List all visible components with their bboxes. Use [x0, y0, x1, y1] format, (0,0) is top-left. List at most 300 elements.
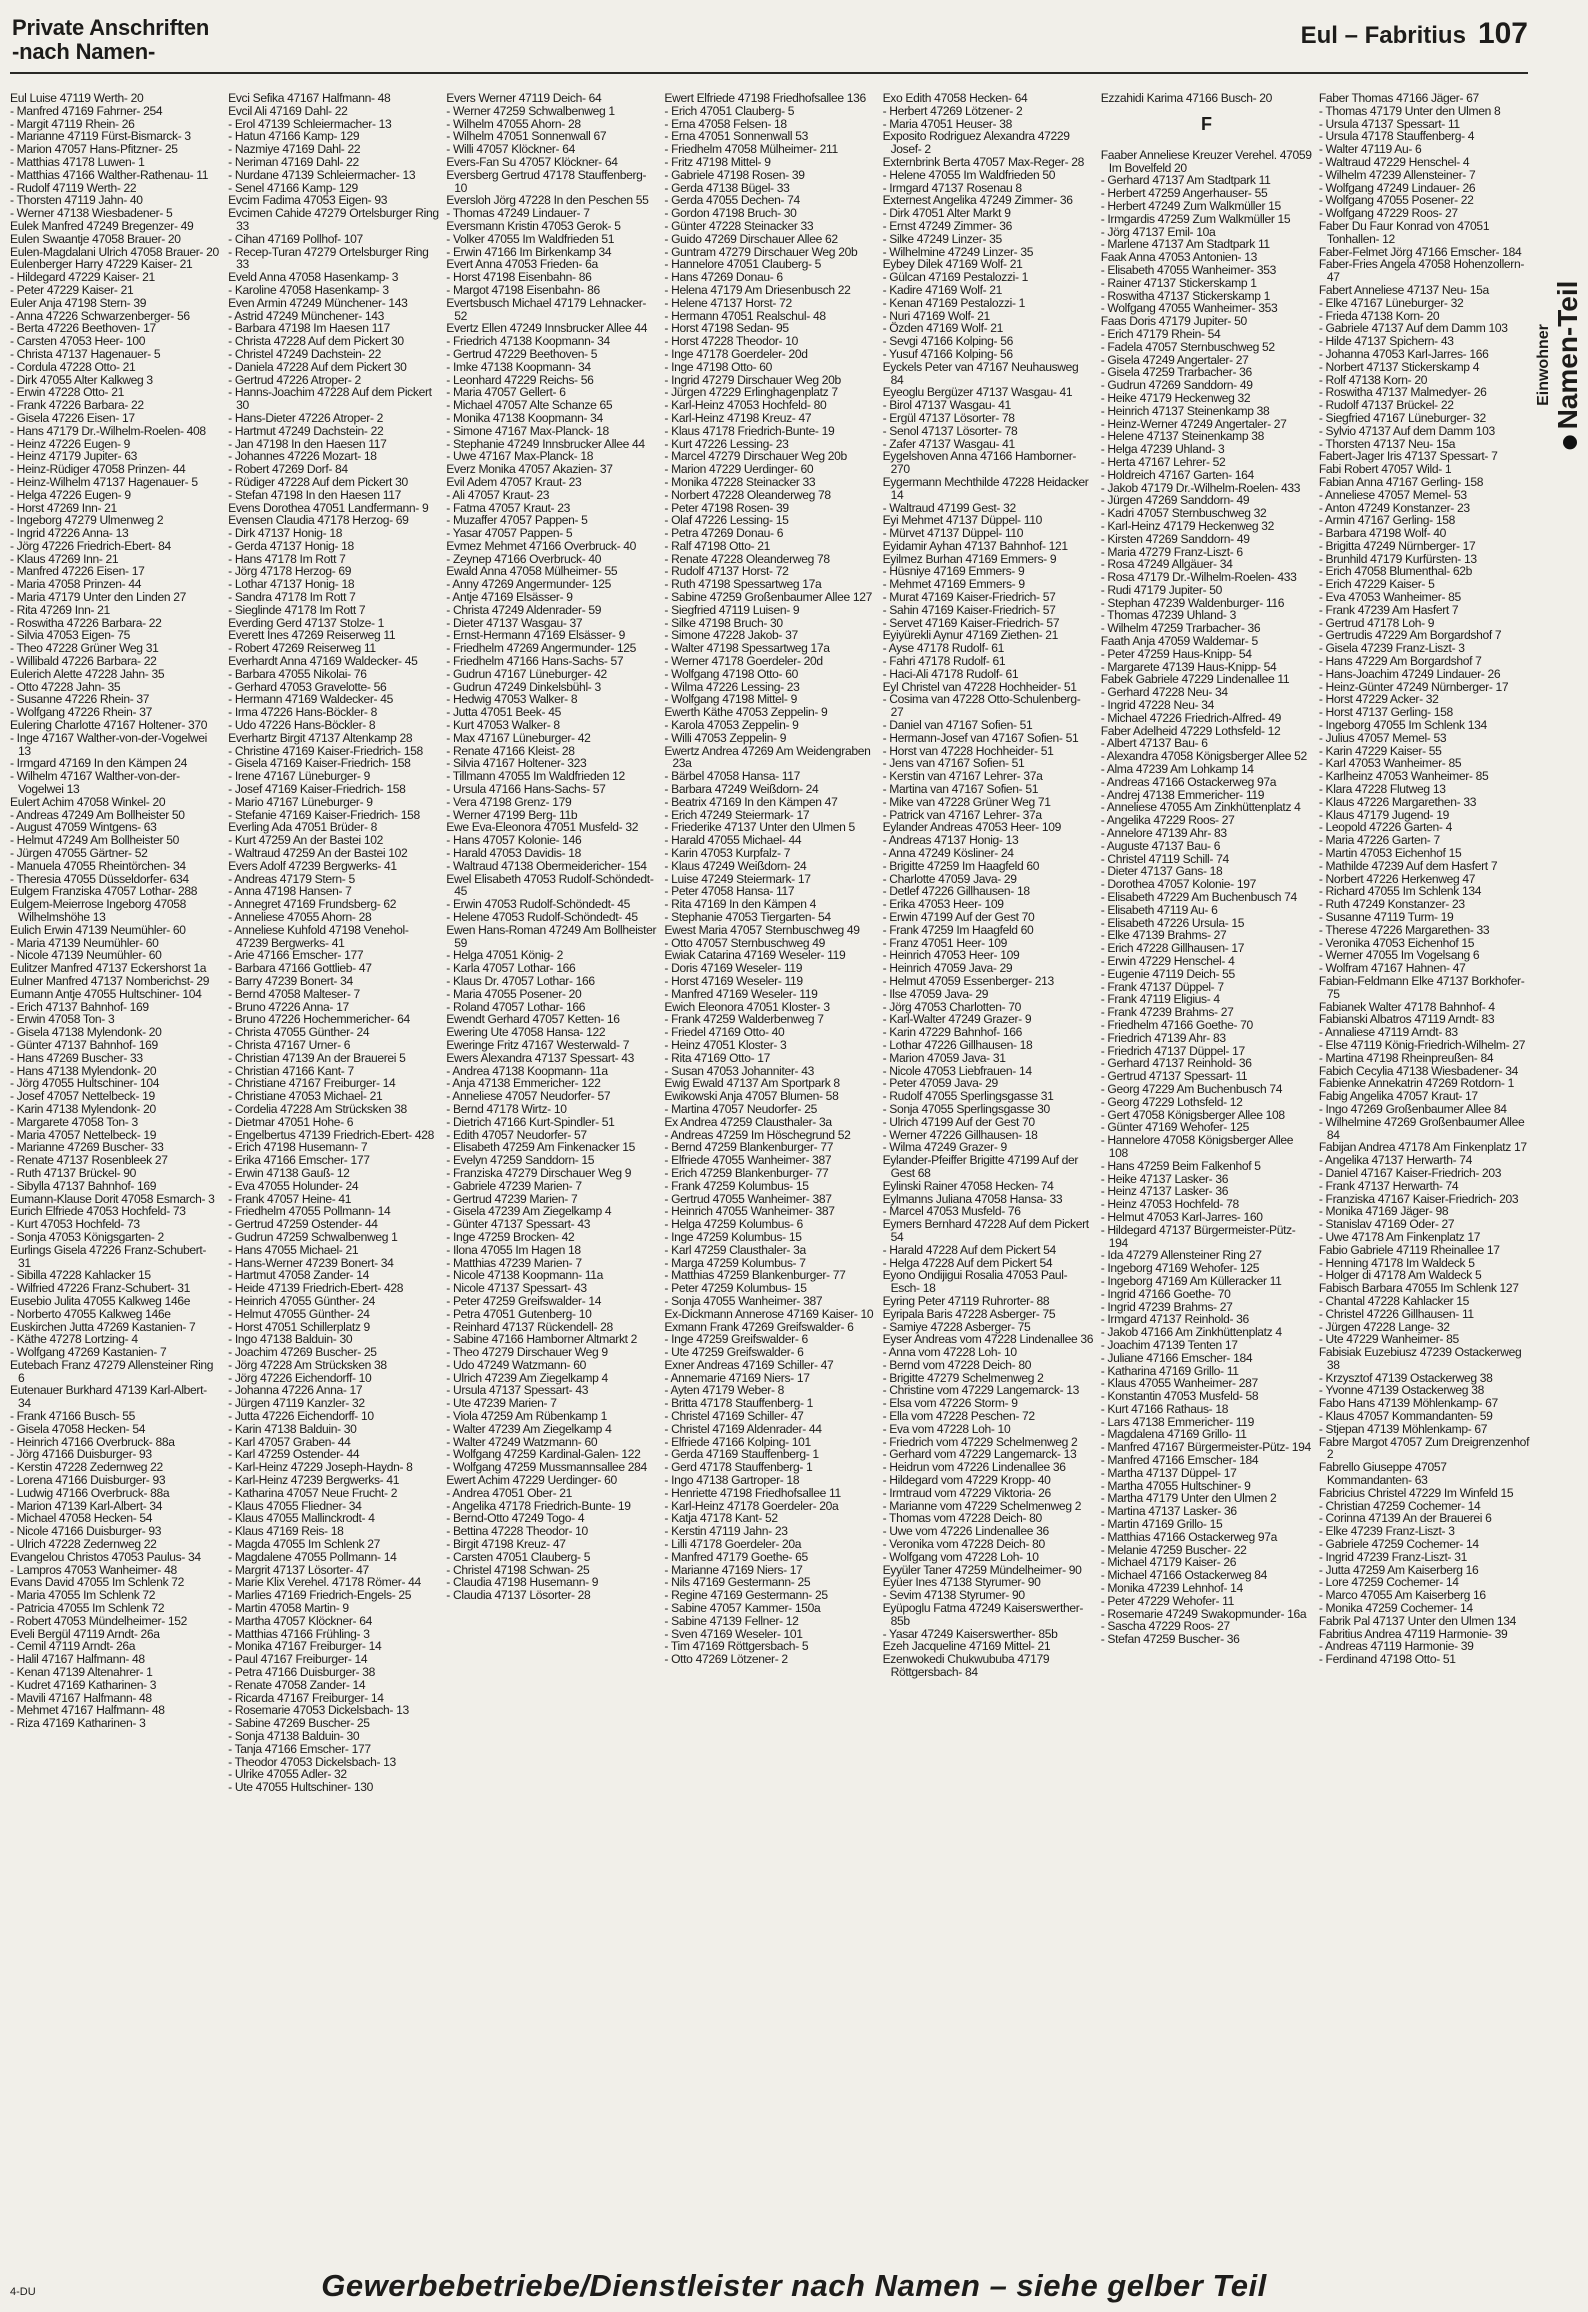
directory-entry: - Antje 47169 Elsässer- 9 [446, 590, 573, 605]
directory-entry: - Friederike 47137 Unter den Ulmen 5 [664, 820, 855, 835]
directory-entry: - Jürgen 47055 Gärtner- 52 [10, 846, 148, 861]
directory-entry: - Erwin 47199 Auf der Gest 70 [882, 910, 1035, 924]
directory-entry: - Michael 47226 Friedrich-Alfred- 49 [1100, 710, 1282, 725]
directory-entry: - Bernd 47058 Malteser- 7 [228, 986, 360, 1001]
directory-entry: - Peter 47259 Haus-Knipp- 54 [1100, 646, 1252, 661]
directory-entry: - Erwin 47166 Im Birkenkamp 34 [446, 244, 612, 259]
directory-entry: - Friedrich 47137 Düppel- 17 [1100, 1043, 1245, 1058]
directory-entry: - Maria 47057 Gellert- 6 [446, 385, 566, 400]
directory-entry: - Rüdiger 47228 Auf dem Pickert 30 [228, 474, 408, 489]
directory-entry: - Lothar 47137 Honig- 18 [228, 577, 355, 592]
directory-entry: - Gertrud 47229 Beethoven- 5 [446, 346, 598, 361]
directory-entry: - Charlotte 47059 Java- 29 [882, 871, 1017, 886]
directory-entry: Eymers Bernhard 47228 Auf dem Pickert 54 [882, 1217, 1089, 1244]
directory-entry: - Nurdane 47139 Schleiermacher- 13 [228, 167, 416, 182]
directory-entry: - Hans 47269 Donau- 6 [664, 270, 783, 285]
directory-entry: - Leopold 47226 Garten- 4 [1318, 820, 1452, 835]
directory-entry: - Gerda 47055 Dechen- 74 [664, 193, 800, 208]
directory-entry: Eversloh Jörg 47228 In den Peschen 55 [446, 193, 649, 208]
directory-entry: - Ulrich 47228 Zedernweg 22 [10, 1537, 157, 1552]
directory-entry: Eylmanns Juliana 47058 Hansa- 33 [882, 1191, 1063, 1206]
directory-entry: - Marion 47229 Uerdinger- 60 [664, 462, 814, 477]
directory-entry: - Rita 47269 Inn- 21 [10, 602, 110, 617]
directory-entry: - Lampros 47053 Wanheimer- 48 [10, 1562, 177, 1577]
directory-entry: - Thomas vom 47228 Deich- 80 [882, 1511, 1042, 1526]
directory-entry: - Frank 47226 Barbara- 22 [10, 398, 144, 413]
directory-entry: - Renate 47058 Zander- 14 [228, 1677, 366, 1692]
directory-entry: - Stephanie 47249 Innsbrucker Allee 44 [446, 436, 645, 451]
directory-entry: - Erwin 47138 Gauß- 12 [228, 1165, 350, 1180]
directory-entry: - Robert 47053 Mündelheimer- 152 [10, 1613, 188, 1628]
directory-entry: Everhardt Anna 47169 Waldecker- 45 [228, 654, 418, 669]
directory-entry: - Uwe vom 47226 Lindenallee 36 [882, 1524, 1049, 1539]
directory-entry: Evcil Ali 47169 Dahl- 22 [228, 103, 348, 118]
directory-entry: Fabert-Jager Iris 47137 Spessart- 7 [1318, 449, 1498, 464]
directory-entry: - Klaus 47269 Inn- 21 [10, 551, 119, 566]
directory-entry: - Ulrich 47239 Am Ziegelkamp 4 [446, 1370, 608, 1385]
directory-entry: - Cosima van 47228 Otto-Schulenberg- 27 [882, 692, 1081, 720]
directory-entry: Fabianek Walter 47178 Bahnhof- 4 [1318, 999, 1495, 1014]
directory-entry: - Werner 47138 Wiesbadener- 5 [10, 206, 173, 221]
directory-entry: - Yasar 47057 Pappen- 5 [446, 526, 573, 541]
directory-entry: - Klara 47228 Flutweg 13 [1318, 782, 1446, 797]
directory-entry: - Walter 47249 Watzmann- 60 [446, 1434, 598, 1449]
directory-entry: - Ayse 47178 Rudolf- 61 [882, 641, 1005, 656]
directory-entry: - Heinz 47053 Hochfeld- 78 [1100, 1197, 1239, 1212]
directory-entry: Fabianski Albatros 47119 Arndt- 83 [1318, 1012, 1495, 1027]
directory-entry: - Mathilde 47239 Auf dem Hasfert 7 [1318, 858, 1498, 873]
directory-entry: Evmez Mehmet 47166 Overbruck- 40 [446, 538, 637, 553]
directory-entry: Evci Sefika 47167 Halfmann- 48 [228, 92, 391, 105]
directory-entry: Faber Du Faur Konrad von 47051 Tonhallen- 12 [1318, 218, 1490, 246]
directory-entry: - Willibald 47226 Barbara- 22 [10, 654, 157, 669]
directory-entry: - Cihan 47169 Pollhof- 107 [228, 231, 363, 246]
directory-entry: - Therese 47226 Margarethen- 33 [1318, 922, 1490, 937]
directory-entry: - Christiane 47167 Freiburger- 14 [228, 1076, 396, 1091]
directory-entry: - Krzysztof 47139 Ostackerweg 38 [1318, 1370, 1493, 1385]
directory-entry: - Anja 47138 Emmericher- 122 [446, 1076, 601, 1091]
directory-entry: - Sabine 47139 Fellner- 12 [664, 1613, 799, 1628]
section-letter: F [1200, 113, 1212, 134]
directory-entry: - Franziska 47167 Kaiser-Friedrich- 203 [1318, 1191, 1519, 1206]
directory-entry: - Siegfried 47167 Lüneburger- 32 [1318, 410, 1486, 425]
directory-entry: - Evelyn 47259 Sanddorn- 15 [446, 1153, 595, 1168]
directory-entry: Externbrink Berta 47057 Max-Reger- 28 [882, 154, 1085, 169]
directory-entry: - Horst 47051 Schillerplatz 9 [228, 1319, 370, 1334]
directory-entry: - Werner 47226 Gillhausen- 18 [882, 1127, 1038, 1142]
directory-entry: - Gertrud 47178 Loh- 9 [1318, 615, 1435, 630]
directory-entry: - Martha 47179 Unter den Ulmen 2 [1100, 1491, 1277, 1506]
directory-entry: - Ingrid 47239 Franz-Liszt- 31 [1318, 1549, 1467, 1564]
directory-entry: - Jürgen 47119 Kanzler- 32 [228, 1396, 365, 1411]
directory-entry: - Daniela 47228 Auf dem Pickert 30 [228, 359, 407, 374]
directory-entry: - August 47059 Wintgens- 63 [10, 820, 157, 835]
directory-entry: - Regine 47169 Gestermann- 25 [664, 1588, 828, 1603]
directory-entry: - Margrit 47137 Lösorter- 47 [228, 1562, 369, 1577]
directory-entry: - Heike 47137 Lasker- 36 [1100, 1171, 1229, 1186]
directory-entry: - Brigitta 47249 Nürnberger- 17 [1318, 538, 1476, 553]
directory-entry: - Petra 47269 Donau- 6 [664, 526, 784, 541]
directory-entry: - Marcel 47279 Dirschauer Weg 20b [664, 449, 847, 464]
directory-entry: - Peter 47058 Hansa- 117 [664, 884, 795, 899]
directory-entry: - Marlene 47137 Am Stadtpark 11 [1100, 237, 1270, 252]
directory-entry: Eulen-Magdalani Ulrich 47058 Brauer- 20 [10, 244, 219, 259]
directory-entry: - Sahin 47169 Kaiser-Friedrich- 57 [882, 602, 1056, 617]
directory-entry: - Corinna 47139 An der Brauerei 6 [1318, 1511, 1492, 1526]
directory-entry: - Manfred 47169 Fahrner- 254 [10, 103, 163, 118]
directory-entry: - Alexandra 47058 Königsberger Allee 52 [1100, 749, 1307, 764]
directory-entry: - Harald 47228 Auf dem Pickert 54 [882, 1242, 1056, 1257]
directory-entry: - Friedhelm 47166 Goethe- 70 [1100, 1017, 1253, 1032]
directory-entry: Eyi Mehmet 47137 Düppel- 110 [882, 513, 1042, 528]
directory-entry: Eweringe Fritz 47167 Westerwald- 7 [446, 1037, 630, 1052]
directory-entry: - Waltraud 47229 Henschel- 4 [1318, 154, 1470, 169]
directory-entry: - Helga 47051 König- 2 [446, 948, 563, 963]
directory-entry: - Heinz 47051 Kloster- 3 [664, 1037, 787, 1052]
directory-entry: - Wolfgang 47249 Lindauer- 26 [1318, 180, 1476, 195]
directory-entry: - Ferdinand 47198 Otto- 51 [1318, 1652, 1456, 1667]
directory-entry: - Beatrix 47169 In den Kämpen 47 [664, 794, 838, 809]
directory-entry: - Wilhelm 47167 Walther-von-der-Vogelwei 13 [10, 769, 180, 797]
directory-entry: Ezeh Jacqueline 47169 Mittel- 21 [882, 1639, 1051, 1654]
directory-entry: Faber Thomas 47166 Jäger- 67 [1318, 92, 1479, 105]
directory-entry: - Roswitha 47137 Stickerskamp 1 [1100, 288, 1270, 303]
directory-entry: - Matthias 47166 Walther-Rathenau- 11 [10, 167, 209, 182]
directory-entry: - Wilhelm 47051 Sonnenwall 67 [446, 129, 607, 144]
directory-entry: - Frank 47259 Im Haagfeld 60 [882, 922, 1034, 937]
directory-entry: - Hildegard vom 47229 Kropp- 40 [882, 1473, 1051, 1488]
directory-entry: - Roswitha 47226 Barbara- 22 [10, 615, 162, 630]
directory-entry: Fabich Cecylia 47138 Wiesbadener- 34 [1318, 1063, 1519, 1078]
directory-entry: - Gisela 47239 Am Ziegelkamp 4 [446, 1204, 612, 1219]
directory-entry: - Siegfried 47119 Luisen- 9 [664, 602, 800, 617]
directory-entry: Eumann-Klause Dorit 47058 Esmarch- 3 [10, 1191, 215, 1206]
directory-entry: - Paul 47167 Freiburger- 14 [228, 1652, 368, 1667]
directory-entry: - Inge 47259 Brocken- 42 [446, 1229, 575, 1244]
directory-entry: - Heinz 47179 Jupiter- 63 [10, 449, 138, 464]
directory-entry: - Theresia 47055 Düsseldorfer- 634 [10, 871, 189, 886]
directory-entry: - Wilfried 47226 Franz-Schubert- 31 [10, 1281, 190, 1296]
directory-entry: - Matthias 47178 Luwen- 1 [10, 154, 145, 169]
directory-entry: - Ali 47057 Kraut- 23 [446, 487, 550, 502]
directory-entry: - Hermann 47169 Waldecker- 45 [228, 692, 393, 707]
directory-entry: - Ilse 47059 Java- 29 [882, 986, 989, 1001]
directory-entry: Eybey Dilek 47169 Wolf- 21 [882, 257, 1023, 272]
directory-entry: - Friedrich 47138 Koopmann- 34 [446, 334, 610, 349]
directory-entry: Evers Adolf 47239 Bergwerks- 41 [228, 858, 397, 873]
directory-entry: - Lothar 47226 Gillhausen- 18 [882, 1037, 1033, 1052]
directory-entry: - Sabine 47259 Großenbaumer Allee 127 [664, 590, 872, 605]
directory-entry: - Erwin 47228 Otto- 21 [10, 385, 124, 400]
directory-entry: - Frank 47239 Am Hasfert 7 [1318, 602, 1459, 617]
directory-entry: - Gerhard vom 47229 Langemarck- 13 [882, 1447, 1077, 1462]
directory-entry: Eyyüler Taner 47259 Mündelheimer- 90 [882, 1562, 1082, 1577]
directory-entry: - Martha 47057 Klöckner- 64 [228, 1613, 372, 1628]
directory-entry: - Senol 47137 Lösorter- 78 [882, 423, 1018, 438]
directory-entry: Ezenwokedi Chukwububa 47179 Röttgersbach- 84 [882, 1652, 1050, 1680]
directory-entry: - Ergül 47137 Lösorter- 78 [882, 410, 1015, 425]
directory-entry: - Mehmet 47169 Emmers- 9 [882, 577, 1025, 592]
directory-entry: Fabian-Feldmann Elke 47137 Borkhofer- 75 [1318, 973, 1525, 1001]
directory-entry: - Jens van 47167 Sofien- 51 [882, 756, 1025, 771]
directory-entry: - Maria 47179 Unter den Linden 27 [10, 590, 187, 605]
directory-entry: - Monika 47259 Cochemer- 14 [1318, 1601, 1473, 1616]
directory-entry: - Peter 47259 Greifswalder- 14 [446, 1293, 602, 1308]
directory-entry: - Arie 47166 Emscher- 177 [228, 948, 364, 963]
directory-entry: - Georg 47229 Lothsfeld- 12 [1100, 1094, 1243, 1109]
directory-entry: - Frank 47166 Busch- 55 [10, 1409, 136, 1424]
directory-entry: - Friedrich 47139 Ahr- 83 [1100, 1030, 1226, 1045]
directory-entry: - Sabine 47166 Hamborner Altmarkt 2 [446, 1332, 638, 1347]
directory-entry: - Ella vom 47228 Peschen- 72 [882, 1409, 1035, 1424]
directory-entry: - Gisela 47249 Angertaler- 27 [1100, 352, 1249, 367]
directory-entry: - Frank 47057 Heine- 41 [228, 1191, 352, 1206]
directory-entry: - Neriman 47169 Dahl- 22 [228, 154, 359, 169]
directory-entry: - Ernst 47249 Zimmer- 36 [882, 218, 1012, 233]
directory-entry: - Manfred 47226 Eisen- 17 [10, 564, 145, 579]
directory-entry: - Ursula 47137 Spessart- 43 [446, 1383, 589, 1398]
directory-entry: - Sonja 47055 Wanheimer- 387 [664, 1293, 823, 1308]
directory-entry: - Susanne 47119 Turm- 19 [1318, 910, 1454, 924]
directory-entry: Eulering Charlotte 47167 Holtener- 370 [10, 718, 208, 733]
directory-entry: - Annegret 47169 Frundsberg- 62 [228, 897, 397, 912]
directory-entry: - Horst 47137 Gerling- 158 [1318, 705, 1453, 720]
directory-entry: - Margot 47198 Eisenbahn- 86 [446, 282, 600, 297]
directory-entry: - Rudolf 47055 Sperlingsgasse 31 [882, 1089, 1054, 1104]
directory-entry: Faber Adelheid 47229 Lothsfeld- 12 [1100, 723, 1281, 738]
directory-entry: Ex-Dickmann Annerose 47169 Kaiser- 10 [664, 1306, 874, 1321]
directory-entry: - Christa 47249 Aldenrader- 59 [446, 602, 602, 617]
directory-entry: - Thomas 47239 Uhland- 3 [1100, 608, 1236, 623]
header-title-line2: -nach Namen- [12, 39, 156, 64]
directory-entry: Fabi Robert 47057 Wild- 1 [1318, 462, 1452, 477]
directory-entry: Eveli Bergül 47119 Arndt- 26a [10, 1626, 160, 1641]
directory-entry: - Marianne 47269 Buscher- 33 [10, 1140, 164, 1155]
directory-entry: - Andreas 47166 Ostackerweg 97a [1100, 774, 1277, 789]
directory-entry: - Erich 47198 Husemann- 7 [228, 1140, 368, 1155]
directory-entry: - Otto 47269 Lötzener- 2 [664, 1652, 788, 1667]
directory-entry: - Jan 47198 In den Haesen 117 [228, 436, 387, 451]
directory-entry: - Bettina 47228 Theodor- 10 [446, 1524, 588, 1539]
page-number: 107 [1477, 17, 1528, 50]
directory-entry: Eulerich Alette 47228 Jahn- 35 [10, 666, 165, 681]
directory-entry: Everz Monika 47057 Akazien- 37 [446, 462, 613, 477]
directory-entry: - Heinz-Werner 47249 Angertaler- 27 [1100, 416, 1287, 431]
directory-entry: - Mike van 47228 Grüner Weg 71 [882, 794, 1051, 809]
directory-entry: - Hans 47178 Im Rott 7 [228, 551, 346, 566]
directory-entry: - Udo 47226 Hans-Böckler- 8 [228, 718, 376, 733]
directory-entry: - Karl-Heinz 47239 Bergwerks- 41 [228, 1473, 400, 1488]
directory-entry: - Bärbel 47058 Hansa- 117 [664, 769, 800, 784]
directory-entry: - Özden 47169 Wolf- 21 [882, 321, 1004, 336]
directory-entry: - Christel 47169 Schiller- 47 [664, 1409, 804, 1424]
directory-entry: - Wilhelm 47055 Ahorn- 28 [446, 116, 581, 131]
directory-entry: Ewest Maria 47057 Sternbuschweg 49 [664, 922, 860, 937]
directory-entry: - Ute 47239 Marien- 7 [446, 1396, 557, 1411]
directory-entry: Evangelou Christos 47053 Paulus- 34 [10, 1549, 201, 1564]
directory-entry: - Michael 47057 Alte Schanze 65 [446, 398, 613, 413]
directory-entry: - Frank 47137 Herwarth- 74 [1318, 1178, 1459, 1193]
directory-entry: - Ilona 47055 Im Hagen 18 [446, 1242, 581, 1257]
directory-entry: - Ursula 47166 Hans-Sachs- 57 [446, 782, 606, 797]
directory-entry: - Martina van 47167 Sofien- 51 [882, 782, 1039, 797]
directory-entry: - Gertrud 47226 Atroper- 2 [228, 372, 361, 387]
directory-entry: - Frank 47259 Walderbenweg 7 [664, 1012, 824, 1027]
directory-entry: - Ingo 47138 Gartroper- 18 [664, 1473, 800, 1488]
directory-entry: - Kurt 47259 An der Bastei 102 [228, 833, 384, 848]
directory-entry: - Katharina 47057 Neue Frucht- 2 [228, 1485, 398, 1500]
directory-entry: - Ulrike 47055 Adler- 32 [228, 1767, 347, 1782]
directory-entry: - Helene 47137 Horst- 72 [664, 295, 792, 310]
directory-entry: - Andreas 47137 Honig- 13 [882, 833, 1019, 848]
directory-entry: - Julius 47057 Memel- 53 [1318, 730, 1447, 745]
directory-entry: - Cordelia 47228 Am Strücksken 38 [228, 1101, 407, 1116]
directory-entry: - Gudrun 47269 Sanddorn- 49 [1100, 378, 1253, 393]
directory-entry: - Jakob 47166 Am Zinkhüttenplatz 4 [1100, 1325, 1282, 1340]
directory-entry: - Fadela 47057 Sternbuschweg 52 [1100, 339, 1275, 354]
directory-entry: - Frank 47137 Düppel- 7 [1100, 979, 1224, 994]
directory-entry: - Karl-Heinz 47179 Heckenweg 32 [1100, 518, 1275, 533]
directory-entry: Faak Anna 47053 Antonien- 13 [1100, 250, 1257, 265]
directory-entry: - Hans-Dieter 47226 Atroper- 2 [228, 410, 384, 425]
directory-entry: - Silke 47249 Linzer- 35 [882, 231, 1002, 246]
directory-entry: Euler Anja 47198 Stern- 39 [10, 295, 147, 310]
bullet-icon [1563, 435, 1577, 449]
directory-entry: - Peter 47229 Wehofer- 11 [1100, 1593, 1235, 1608]
directory-entry: - Wolfram 47167 Hahnen- 47 [1318, 961, 1466, 976]
directory-entry: - Mavili 47167 Halfmann- 48 [10, 1690, 152, 1705]
directory-entry: - Josef 47057 Nettelbeck- 19 [10, 1089, 155, 1104]
directory-entry: - Erika 47053 Heer- 109 [882, 897, 1004, 912]
directory-entry: - Magdalena 47169 Grillo- 11 [1100, 1427, 1247, 1442]
directory-entry: - Rita 47169 Otto- 17 [664, 1050, 771, 1065]
directory-entry: - Birgit 47198 Kreuz- 47 [446, 1537, 566, 1552]
directory-entry: - Astrid 47249 Münchener- 143 [228, 308, 385, 323]
directory-entry: Fabrello Giuseppe 47057 Kommandanten- 63 [1318, 1460, 1447, 1488]
directory-entry: - Nils 47169 Gestermann- 25 [664, 1575, 811, 1590]
directory-entry: - Walter 47239 Am Ziegelkamp 4 [446, 1421, 612, 1436]
directory-entry: - Christian 47259 Cochemer- 14 [1318, 1498, 1481, 1513]
directory-entry: Eyeoglu Bergüzer 47137 Wasgau- 41 [882, 385, 1073, 400]
directory-entry: - Monika 47228 Steinacker 33 [664, 474, 816, 489]
directory-entry: - Herta 47167 Lehrer- 52 [1100, 454, 1226, 469]
directory-entry: - Sylvio 47137 Auf dem Damm 103 [1318, 423, 1495, 438]
directory-entry: - Monika 47138 Koopmann- 34 [446, 410, 603, 425]
directory-entry: - Gerhard 47228 Neu- 34 [1100, 685, 1228, 700]
directory-entry: - Yasar 47249 Kaiserswerther- 85b [882, 1626, 1058, 1641]
directory-entry: - Theo 47228 Grüner Weg 31 [10, 641, 159, 656]
directory-entry: - Peter 47229 Kaiser- 21 [10, 282, 134, 297]
directory-entry: - Christel 47169 Aldenrader- 44 [664, 1421, 822, 1436]
directory-entry: - Ruth 47198 Spessartweg 17a [664, 577, 822, 592]
directory-column [446, 92, 657, 2282]
directory-entry: - Karl 47259 Clausthaler- 3a [664, 1242, 806, 1257]
directory-entry: - Klaus Dr. 47057 Lothar- 166 [446, 973, 595, 988]
directory-entry: - Rolf 47138 Korn- 20 [1318, 372, 1428, 387]
directory-entry: Ewertz Andrea 47269 Am Weidengraben 23a [664, 743, 871, 771]
directory-entry: - Manfred 47167 Bürgermeister-Pütz- 194 [1100, 1440, 1311, 1455]
directory-entry: Fabek Gabriele 47229 Lindenallee 11 [1100, 672, 1290, 687]
directory-entry: - Hannelore 47058 Königsberger Allee 108 [1100, 1133, 1294, 1160]
directory-entry: - Johannes 47226 Mozart- 18 [228, 449, 377, 464]
directory-entry: - Lars 47138 Emmericher- 119 [1100, 1414, 1255, 1429]
directory-entry: - Gisela 47259 Trarbacher- 36 [1100, 365, 1252, 380]
directory-entry: - Bruno 47226 Hochemmericher- 64 [228, 1012, 410, 1027]
directory-entry: - Heinrich 47055 Günther- 24 [228, 1293, 375, 1308]
directory-entry: - Konstantin 47053 Musfeld- 58 [1100, 1389, 1259, 1404]
directory-entry: - Hans-Werner 47239 Bonert- 34 [228, 1255, 394, 1270]
directory-entry: - Simone 47228 Jakob- 37 [664, 628, 798, 643]
directory-entry: - Harald 47055 Michael- 44 [664, 833, 802, 848]
directory-entry: - Inge 47259 Kolumbus- 15 [664, 1229, 802, 1244]
directory-entry: - Albert 47137 Bau- 6 [1100, 736, 1208, 751]
directory-entry: - Gabriele 47239 Marien- 7 [446, 1178, 582, 1193]
directory-entry: - Klaus 47055 Mallinckrodt- 4 [228, 1511, 375, 1526]
directory-entry: - Doris 47169 Weseler- 119 [664, 961, 803, 976]
directory-entry: - Elisabeth 47119 Au- 6 [1100, 902, 1218, 917]
directory-entry: - Dieter 47137 Wasgau- 37 [446, 615, 583, 630]
directory-entry: - Michael 47166 Ostackerweg 84 [1100, 1568, 1267, 1583]
directory-entry: - Friedhelm 47166 Hans-Sachs- 57 [446, 654, 624, 669]
directory-entry: - Otto 47057 Sternbuschweg 49 [664, 935, 826, 950]
directory-entry: - Claudia 47137 Lösorter- 28 [446, 1588, 591, 1603]
directory-entry: - Gerhard 47053 Gravelotte- 56 [228, 679, 387, 694]
directory-entry: - Lore 47259 Cochemer- 14 [1318, 1575, 1459, 1590]
directory-entry: - Sieglinde 47178 Im Rott 7 [228, 602, 366, 617]
directory-entry: - Karoline 47058 Hasenkamp- 3 [228, 282, 389, 297]
directory-entry: - Elfriede 47055 Wanheimer- 387 [664, 1153, 832, 1168]
directory-entry: - Sibylla 47137 Bahnhof- 169 [10, 1178, 157, 1193]
directory-entry: - Maria 47057 Nettelbeck- 19 [10, 1127, 157, 1142]
directory-entry: - Thorsten 47119 Jahn- 40 [10, 193, 143, 208]
directory-entry: - Engelbertus 47139 Friedrich-Ebert- 428 [228, 1127, 434, 1142]
directory-entry: - Sabine 47057 Kammer- 150a [664, 1601, 821, 1616]
directory-entry: - Anna 47249 Kösliner- 24 [882, 846, 1014, 861]
directory-entry: - Christa 47228 Auf dem Pickert 30 [228, 334, 404, 349]
directory-entry: - Klaus 47178 Friedrich-Bunte- 19 [664, 423, 835, 438]
directory-entry: - Josef 47169 Kaiser-Friedrich- 158 [228, 782, 406, 797]
directory-entry: - Karin 47229 Bahnhof- 166 [882, 1025, 1023, 1040]
directory-entry: - Wolfgang 47055 Wanheimer- 353 [1100, 301, 1278, 316]
directory-entry: - Anton 47249 Konstanzer- 23 [1318, 500, 1470, 515]
directory-entry: - Viola 47259 Am Rübenkamp 1 [446, 1409, 608, 1424]
directory-entry: Eul Luise 47119 Werth- 20 [10, 92, 144, 105]
directory-entry: - Gabriele 47137 Auf dem Damm 103 [1318, 321, 1508, 336]
directory-entry: - Franziska 47279 Dirschauer Weg 9 [446, 1165, 632, 1180]
directory-entry: - Erich 47229 Kaiser- 5 [1318, 577, 1435, 592]
directory-entry: - Ingrid 47239 Brahms- 27 [1100, 1299, 1233, 1314]
directory-entry: - Hermann-Josef van 47167 Sofien- 51 [882, 730, 1079, 745]
directory-entry: - Katja 47178 Kant- 52 [664, 1511, 778, 1526]
directory-entry: - Roswitha 47137 Malmedyer- 26 [1318, 385, 1487, 400]
directory-entry: Eyüpoglu Fatma 47249 Kaiserswerther- 85b [882, 1601, 1084, 1628]
directory-entry: Ezzahidi Karima 47166 Busch- 20 [1100, 92, 1273, 105]
directory-entry: - Stephanie 47053 Tiergarten- 54 [664, 910, 831, 924]
directory-entry: - Wilma 47226 Lessing- 23 [664, 679, 800, 694]
footer-code: 4-DU [10, 2286, 36, 2298]
directory-entry: - Marlies 47169 Friedrich-Engels- 25 [228, 1588, 412, 1603]
directory-entry: - Elsa vom 47226 Storm- 9 [882, 1396, 1018, 1411]
directory-entry: - Hans 47229 Am Borgardshof 7 [1318, 654, 1482, 669]
directory-entry: - Bernd 47259 Blankenburger- 77 [664, 1140, 834, 1155]
directory-entry: - Maria 47279 Franz-Liszt- 6 [1100, 544, 1243, 559]
directory-entry: - Thomas 47249 Lindauer- 7 [446, 206, 590, 221]
directory-entry: - Ingrid 47226 Anna- 13 [10, 526, 129, 541]
directory-entry: - Nicole 47139 Neumühler- 60 [10, 948, 162, 963]
directory-entry: Even Armin 47249 Münchener- 143 [228, 295, 408, 310]
directory-entry: - Silvia 47053 Eigen- 75 [10, 628, 131, 643]
directory-entry: - Patrick van 47167 Lehrer- 37a [882, 807, 1042, 822]
